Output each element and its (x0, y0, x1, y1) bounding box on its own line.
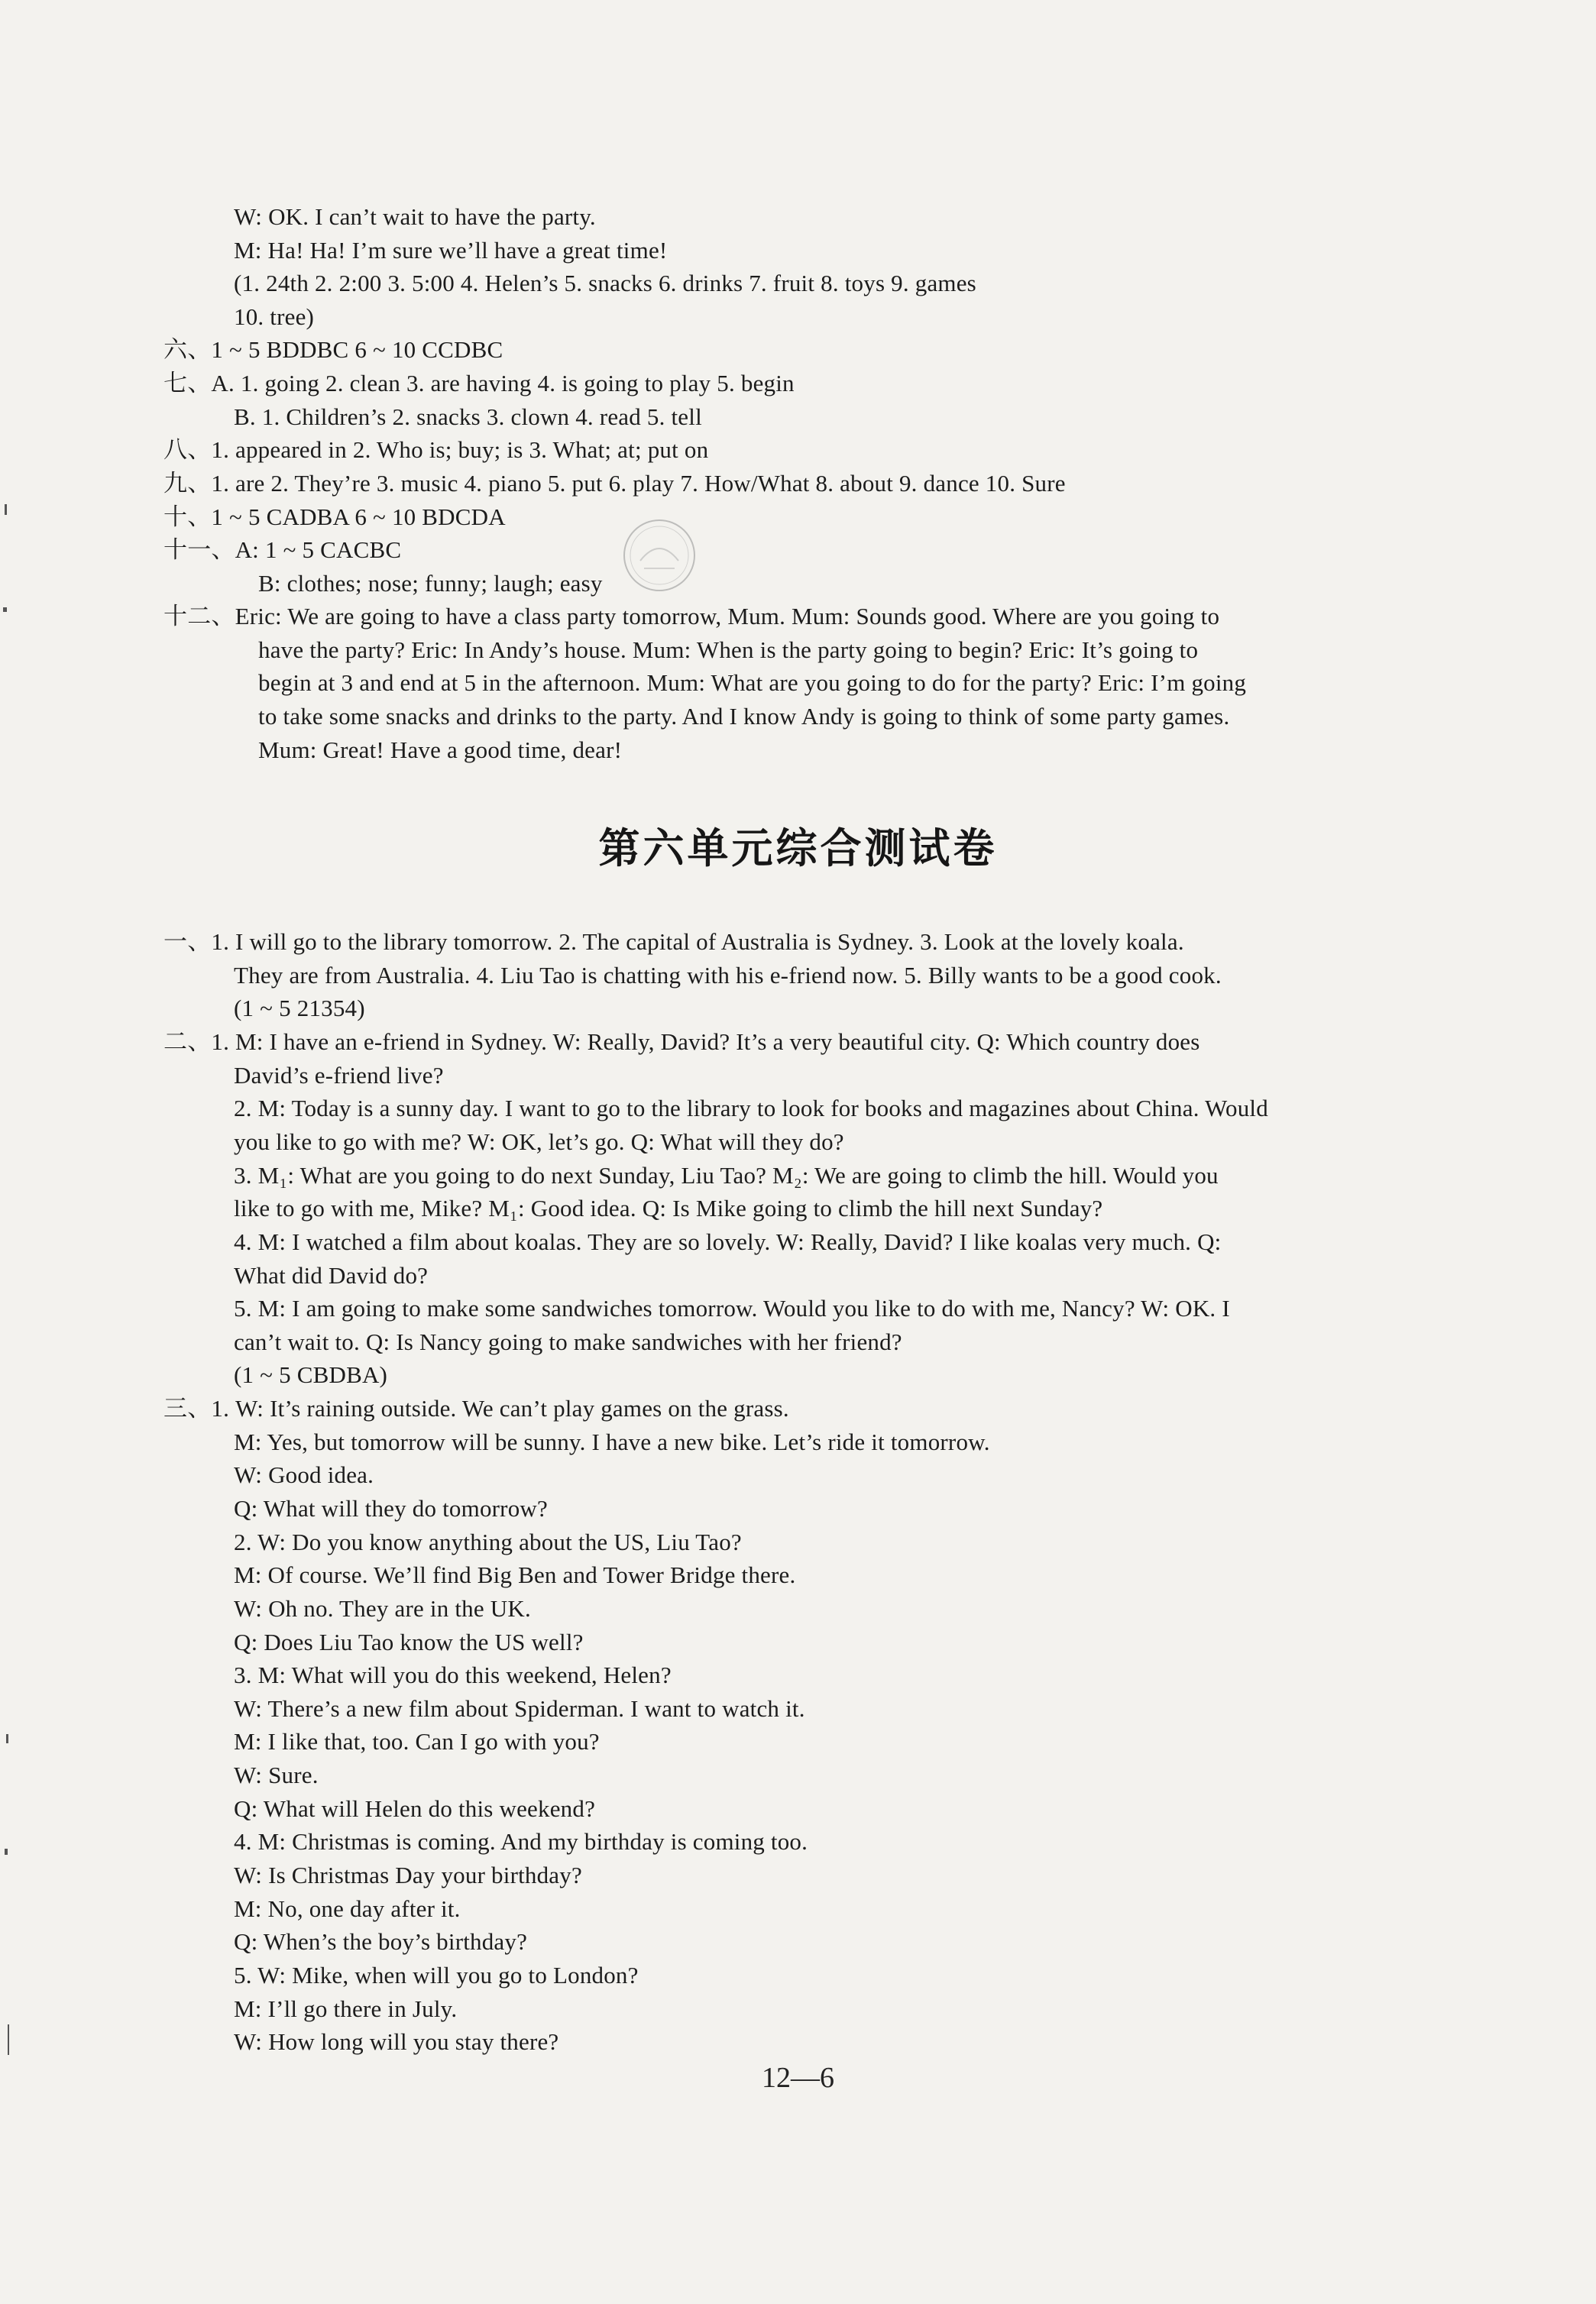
answer-11a: 十一、A: 1 ~ 5 CACBC (163, 536, 402, 563)
s3-line-19: M: I’ll go there in July. (234, 1995, 458, 2022)
s3-line-13: Q: What will Helen do this weekend? (234, 1795, 596, 1822)
s3-line-11: M: I like that, too. Can I go with you? (234, 1728, 600, 1755)
s2-line-6: like to go with me, Mike? M₁: Good idea. Q: Is Mike going to climb the hill next Sunday? (234, 1195, 1103, 1222)
s3-line-17: Q: When’s the boy’s birthday? (234, 1928, 528, 1955)
s3-line-10: W: There’s a new film about Spiderman. I want to watch it. (234, 1695, 805, 1722)
s3-line-15: W: Is Christmas Day your birthday? (234, 1862, 582, 1888)
s2-line-5: 3. M₁: What are you going to do next Sunday, Liu Tao? M₂: We are going to climb the hill. Would you (234, 1162, 1219, 1189)
answer-7a: 七、A. 1. going 2. clean 3. are having 4. is going to play 5. begin (163, 370, 795, 396)
answer-8: 八、1. appeared in 2. Who is; buy; is 3. What; at; put on (163, 436, 709, 463)
s3-line-20: W: How long will you stay there? (234, 2028, 559, 2055)
s3-line-7: W: Oh no. They are in the UK. (234, 1595, 531, 1622)
top-line-4: 10. tree) (234, 303, 315, 330)
answer-7b: B. 1. Children’s 2. snacks 3. clown 4. read 5. tell (234, 403, 702, 430)
scan-mark (5, 504, 7, 515)
top-line-1: W: OK. I can’t wait to have the party. (234, 203, 596, 230)
s3-line-12: W: Sure. (234, 1762, 319, 1788)
answer-6: 六、1 ~ 5 BDDBC 6 ~ 10 CCDBC (163, 336, 503, 363)
s3-line-2: M: Yes, but tomorrow will be sunny. I have a new bike. Let’s ride it tomorrow. (234, 1429, 990, 1455)
s3-line-8: Q: Does Liu Tao know the US well? (234, 1629, 584, 1655)
s3-line-1: 三、1. W: It’s raining outside. We can’t play games on the grass. (163, 1395, 789, 1422)
s2-line-7: 4. M: I watched a film about koalas. They are so lovely. W: Really, David? I like koalas very much. Q: (234, 1228, 1222, 1255)
s2-line-9: 5. M: I am going to make some sandwiches tomorrow. Would you like to do with me, Nancy? W: OK. I (234, 1295, 1230, 1322)
s1-line-1: 一、1. I will go to the library tomorrow. 2. The capital of Australia is Sydney. 3. Look at the lovely koala. (163, 928, 1184, 955)
s1-line-3: (1 ~ 5 21354) (234, 995, 365, 1021)
answer-12-line-2: have the party? Eric: In Andy’s house. Mum: When is the party going to begin? Eric: It’s going to (258, 636, 1199, 663)
answer-12-line-5: Mum: Great! Have a good time, dear! (258, 736, 623, 763)
s1-line-2: They are from Australia. 4. Liu Tao is chatting with his e-friend now. 5. Billy wants to be a good cook. (234, 962, 1222, 989)
s2-line-11: (1 ~ 5 CBDBA) (234, 1361, 388, 1388)
page-number: 12—6 (762, 2062, 834, 2094)
s2-line-10: can’t wait to. Q: Is Nancy going to make sandwiches with her friend? (234, 1328, 902, 1355)
answer-9: 九、1. are 2. They’re 3. music 4. piano 5. put 6. play 7. How/What 8. about 9. dance 10. Sure (163, 470, 1066, 497)
s2-line-1: 二、1. M: I have an e-friend in Sydney. W: Really, David? It’s a very beautiful city. Q: Which country does (163, 1028, 1200, 1055)
s2-line-2: David’s e-friend live? (234, 1062, 444, 1089)
s2-line-8: What did David do? (234, 1262, 429, 1289)
scan-mark (3, 607, 7, 612)
answer-12-line-1: 十二、Eric: We are going to have a class party tomorrow, Mum. Mum: Sounds good. Where are you going to (163, 603, 1220, 629)
s3-line-3: W: Good idea. (234, 1461, 374, 1488)
s3-line-5: 2. W: Do you know anything about the US, Liu Tao? (234, 1529, 742, 1555)
answer-12-line-4: to take some snacks and drinks to the party. And I know Andy is going to think of some party games. (258, 703, 1230, 730)
s2-line-4: you like to go with me? W: OK, let’s go. Q: What will they do? (234, 1128, 844, 1155)
top-line-2: M: Ha! Ha! I’m sure we’ll have a great time! (234, 237, 668, 264)
s3-line-18: 5. W: Mike, when will you go to London? (234, 1962, 639, 1988)
scan-mark (6, 1734, 8, 1743)
s3-line-16: M: No, one day after it. (234, 1895, 461, 1922)
scan-mark (5, 1849, 8, 1855)
answer-12-line-3: begin at 3 and end at 5 in the afternoon. Mum: What are you going to do for the party? Eric: I’m going (258, 669, 1247, 696)
s3-line-14: 4. M: Christmas is coming. And my birthday is coming too. (234, 1828, 808, 1855)
top-line-3: (1. 24th 2. 2:00 3. 5:00 4. Helen’s 5. snacks 6. drinks 7. fruit 8. toys 9. games (234, 270, 976, 296)
stamp-seal-icon (617, 513, 701, 597)
s2-line-3: 2. M: Today is a sunny day. I want to go to the library to look for books and magazines about China. Would (234, 1095, 1268, 1121)
answer-11b: B: clothes; nose; funny; laugh; easy (258, 570, 603, 597)
s3-line-4: Q: What will they do tomorrow? (234, 1495, 548, 1522)
answer-10: 十、1 ~ 5 CADBA 6 ~ 10 BDCDA (163, 503, 506, 530)
section-title: 第六单元综合测试卷 (598, 824, 998, 872)
s3-line-6: M: Of course. We’ll find Big Ben and Tower Bridge there. (234, 1561, 796, 1588)
s3-line-9: 3. M: What will you do this weekend, Helen? (234, 1662, 672, 1688)
scan-mark (8, 2024, 9, 2055)
